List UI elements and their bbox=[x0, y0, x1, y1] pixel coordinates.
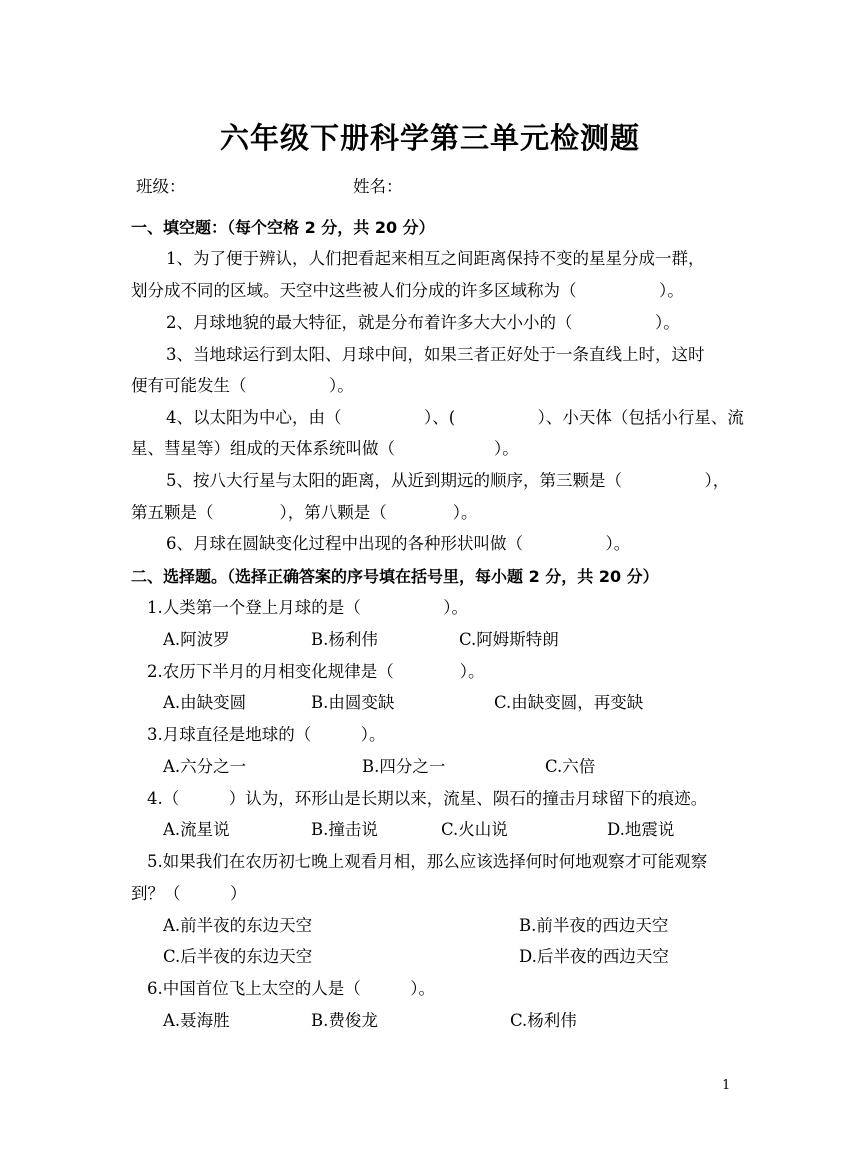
question-stem: 5.如果我们在农历初七晚上观看月相，那么应该选择何时何地观察才可能观察 bbox=[147, 852, 708, 871]
fill-line: 便有可能发生（ ）。 bbox=[131, 376, 354, 395]
page-number: 1 bbox=[722, 1078, 731, 1093]
fill-line: 1、为了便于辨认，人们把看起来相互之间距离保持不变的星星分成一群， bbox=[166, 249, 705, 268]
fill-line: 星、彗星等）组成的天体系统叫做（ ）。 bbox=[131, 439, 519, 458]
fill-line: 6、月球在圆缺变化过程中出现的各种形状叫做（ ）。 bbox=[166, 534, 631, 553]
question-stem: 1.人类第一个登上月球的是（ ）。 bbox=[147, 598, 468, 617]
option-a: A.聂海胜 bbox=[163, 1011, 230, 1030]
fill-line: 4、以太阳为中心，由（ ）、( ）、小天体（包括小行星、流 bbox=[166, 408, 744, 427]
option-a: A.阿波罗 bbox=[163, 630, 230, 649]
fill-line: 3、当地球运行到太阳、月球中间，如果三者正好处于一条直线上时，这时 bbox=[166, 345, 705, 364]
option-b: B.前半夜的西边天空 bbox=[519, 916, 669, 935]
option-d: D.后半夜的西边天空 bbox=[519, 947, 669, 966]
fill-line: 划分成不同的区域。天空中这些被人们分成的许多区域称为（ ）。 bbox=[131, 281, 684, 300]
option-a: A.前半夜的东边天空 bbox=[163, 916, 313, 935]
option-b: B.费俊龙 bbox=[311, 1011, 378, 1030]
option-c: C.六倍 bbox=[545, 757, 596, 776]
option-b: B.四分之一 bbox=[362, 757, 446, 776]
question-stem: 6.中国首位飞上太空的人是（ ）。 bbox=[147, 979, 435, 998]
question-stem: 2.农历下半月的月相变化规律是（ ）。 bbox=[147, 662, 485, 681]
name-label: 姓名： bbox=[353, 177, 403, 196]
option-c: C.后半夜的东边天空 bbox=[163, 947, 313, 966]
option-c: C.阿姆斯特朗 bbox=[459, 630, 559, 649]
option-c: C.杨利伟 bbox=[510, 1011, 577, 1030]
option-a: A.由缺变圆 bbox=[163, 693, 247, 712]
question-stem: 3.月球直径是地球的（ ）。 bbox=[147, 725, 386, 744]
question-stem: 4.（ ）认为，环形山是长期以来，流星、陨石的撞击月球留下的痕迹。 bbox=[147, 789, 708, 808]
option-a: A.六分之一 bbox=[163, 757, 247, 776]
option-b: B.撞击说 bbox=[311, 820, 378, 839]
section1-heading: 一、填空题：（每个空格 2 分，共 20 分） bbox=[131, 218, 435, 237]
option-a: A.流星说 bbox=[163, 820, 230, 839]
class-label: 班级： bbox=[136, 177, 186, 196]
section2-heading: 二、选择题。（选择正确答案的序号填在括号里，每小题 2 分，共 20 分） bbox=[131, 567, 659, 586]
question-stem-continued: 到？（ ） bbox=[131, 884, 247, 903]
fill-line: 第五颗是（ ），第八颗是（ ）。 bbox=[131, 503, 478, 522]
fill-line: 5、按八大行星与太阳的距离，从近到期远的顺序，第三颗是（ ）， bbox=[166, 471, 730, 490]
option-c: C.火山说 bbox=[441, 820, 508, 839]
fill-line: 2、月球地貌的最大特征，就是分布着许多大大小小的（ ）。 bbox=[166, 313, 680, 332]
option-b: B.杨利伟 bbox=[311, 630, 378, 649]
option-c: C.由缺变圆，再变缺 bbox=[494, 693, 644, 712]
option-b: B.由圆变缺 bbox=[311, 693, 395, 712]
page-title: 六年级下册科学第三单元检测题 bbox=[219, 121, 640, 155]
option-d: D.地震说 bbox=[607, 820, 675, 839]
